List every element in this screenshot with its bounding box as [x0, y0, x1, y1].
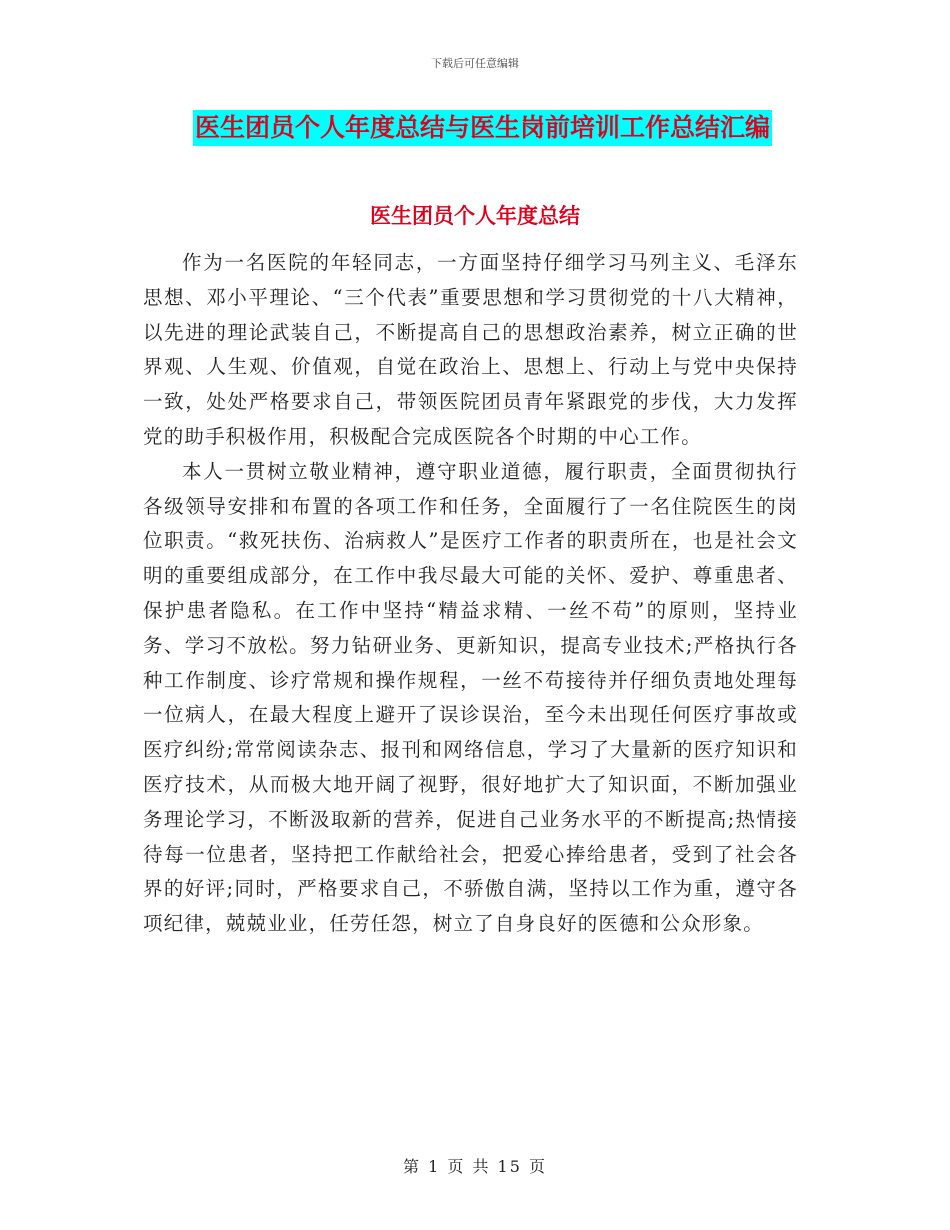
- paragraph-1: 作为一名医院的年轻同志，一方面坚持仔细学习马列主义、毛泽东思想、邓小平理论、“三个代表”重要思想和学习贯彻党的十八大精神，以先进的理论武装自己，不断提高自己的思想政治素养，树立正确的世界观、人生观、价值观，自觉在政治上、思想上、行动上与党中央保持一致，处处严格要求自己，带领医院团员青年紧跟党的步伐，大力发挥党的助手积极作用，积极配合完成医院各个时期的中心工作。: [143, 251, 798, 448]
- main-title: 医生团员个人年度总结与医生岗前培训工作总结汇编: [195, 113, 771, 142]
- page-number-footer: 第 1 页 共 15 页: [403, 1157, 547, 1176]
- paragraph-2: 本人一贯树立敬业精神，遵守职业道德，履行职责，全面贯彻执行各级领导安排和布置的各项工作和任务，全面履行了一名住院医生的岗位职责。“救死扶伤、治病救人”是医疗工作者的职责所在，也是社会文明的重要组成部分，在工作中我尽最大可能的关怀、爱护、尊重患者、保护患者隐私。在工作中坚持“精益求精、一丝不苟”的原则，坚持业务、学习不放松。努力钻研业务、更新知识，提高专业技术;严格执行各种工作制度、诊疗常规和操作规程，一丝不苟接待并仔细负责地处理每一位病人，在最大程度上避开了误诊误治，至今未出现任何医疗事故或医疗纠纷;常常阅读杂志、报刊和网络信息，学习了大量新的医疗知识和医疗技术，从而极大地开阔了视野，很好地扩大了知识面，不断加强业务理论学习，不断汲取新的营养，促进自己业务水平的不断提高;热情接待每一位患者，坚持把工作献给社会，把爱心捧给患者，受到了社会各界的好评;同时，严格要求自己，不骄傲自满，坚持以工作为重，遵守各项纪律，兢兢业业，任劳任怨，树立了自身良好的医德和公众形象。: [143, 459, 798, 936]
- section-title: 医生团员个人年度总结: [370, 203, 580, 228]
- body-text: [143, 246, 798, 942]
- main-title-highlight: [193, 110, 772, 146]
- header-note: 下载后可任意编辑: [431, 57, 519, 70]
